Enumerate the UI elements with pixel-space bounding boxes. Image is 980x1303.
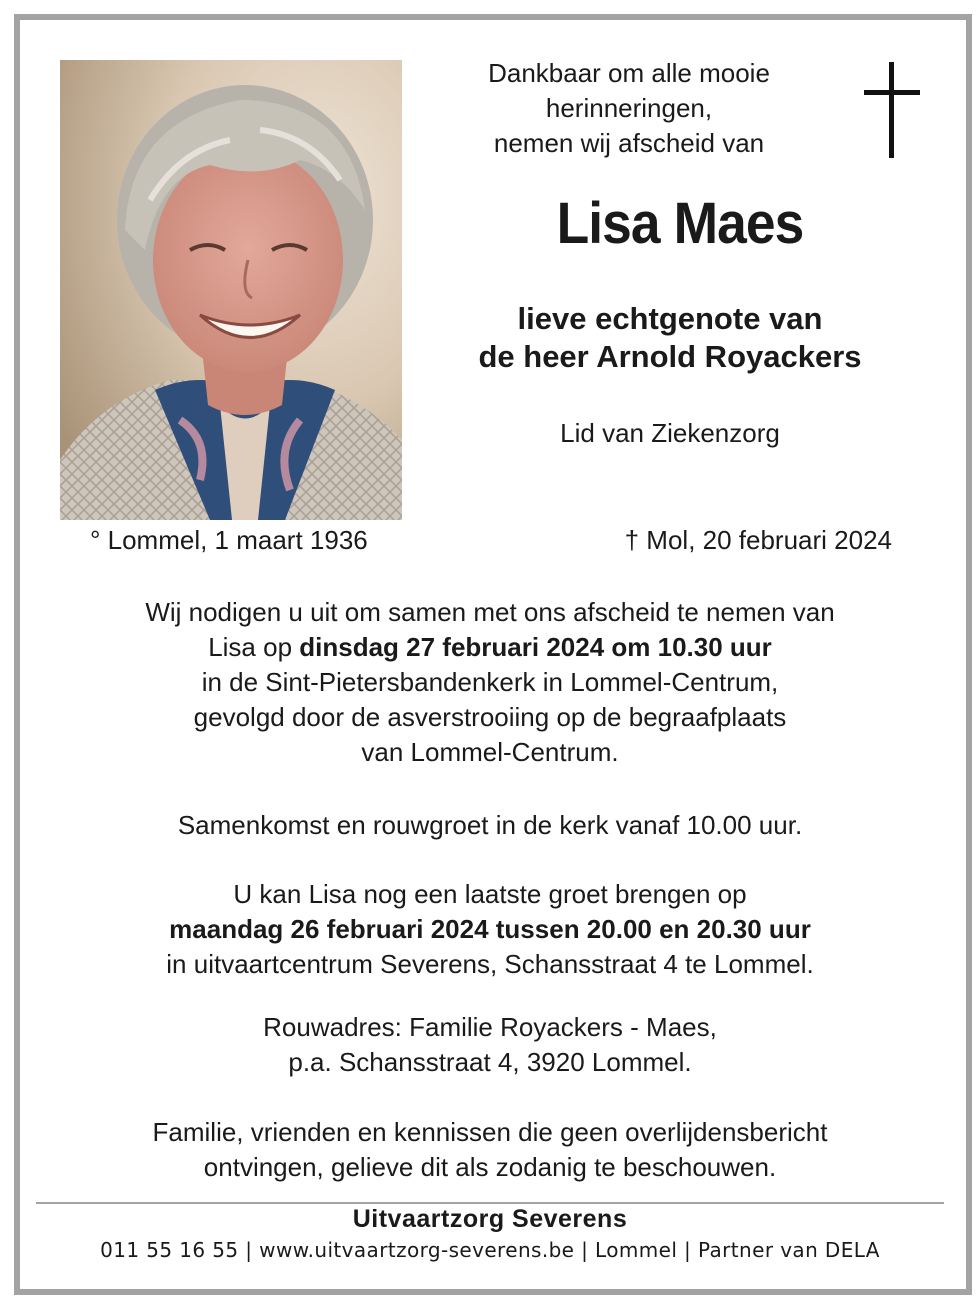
death-info: † Mol, 20 februari 2024 — [624, 525, 892, 555]
visitation-datetime: maandag 26 februari 2024 tussen 20.00 en 20.30 uur — [169, 914, 811, 944]
gathering-text: Samenkomst en rouwgroet in de kerk vanaf 10.00 uur. — [177, 810, 803, 840]
ceremony-line: Wij nodigen u uit om samen met ons afscheid te nemen van — [145, 597, 835, 627]
portrait-photo — [60, 60, 402, 520]
spouse-line: lieve echtgenote van — [517, 301, 823, 336]
ceremony-text — [40, 595, 940, 770]
ceremony-line: van Lommel-Centrum. — [361, 737, 619, 767]
ceremony-line — [40, 630, 940, 665]
funeral-home-contact: 011 55 16 55 | www.uitvaartzorg-severens.be | Lommel | Partner van DELA — [100, 1238, 880, 1262]
ceremony-datetime: dinsdag 27 februari 2024 om 10.30 uur — [299, 632, 772, 662]
spouse-line: de heer Arnold Royackers — [478, 339, 862, 374]
visitation-line: U kan Lisa nog een laatste groet brengen op — [233, 879, 747, 909]
address-line: p.a. Schansstraat 4, 3920 Lommel. — [288, 1047, 692, 1077]
address-text — [40, 1010, 940, 1080]
funeral-home-name: Uitvaartzorg Severens — [352, 1205, 628, 1233]
ceremony-prefix: Lisa op — [208, 632, 300, 662]
birth-info: ° Lommel, 1 maart 1936 — [90, 525, 368, 555]
deceased-name: Lisa Maes — [556, 191, 804, 256]
intro-line: herinneringen, — [545, 93, 713, 123]
visitation-line: in uitvaartcentrum Severens, Schansstraat 4 te Lommel. — [166, 949, 814, 979]
intro-line: nemen wij afscheid van — [493, 128, 765, 158]
ceremony-line: gevolgd door de asverstrooiing op de begraafplaats — [193, 702, 787, 732]
notice-line: ontvingen, gelieve dit als zodanig te beschouwen. — [203, 1152, 777, 1182]
ceremony-line: in de Sint-Pietersbandenkerk in Lommel-Centrum, — [201, 667, 779, 697]
membership-text: Lid van Ziekenzorg — [560, 418, 780, 448]
notice-line: Familie, vrienden en kennissen die geen overlijdensbericht — [152, 1117, 828, 1147]
visitation-text — [40, 877, 940, 982]
address-line: Rouwadres: Familie Royackers - Maes, — [263, 1012, 717, 1042]
cross-icon — [862, 62, 924, 160]
intro-text — [420, 56, 920, 161]
intro-line: Dankbaar om alle mooie — [488, 58, 770, 88]
notice-text — [40, 1115, 940, 1185]
footer-divider — [36, 1202, 944, 1204]
spouse-text — [420, 300, 920, 376]
